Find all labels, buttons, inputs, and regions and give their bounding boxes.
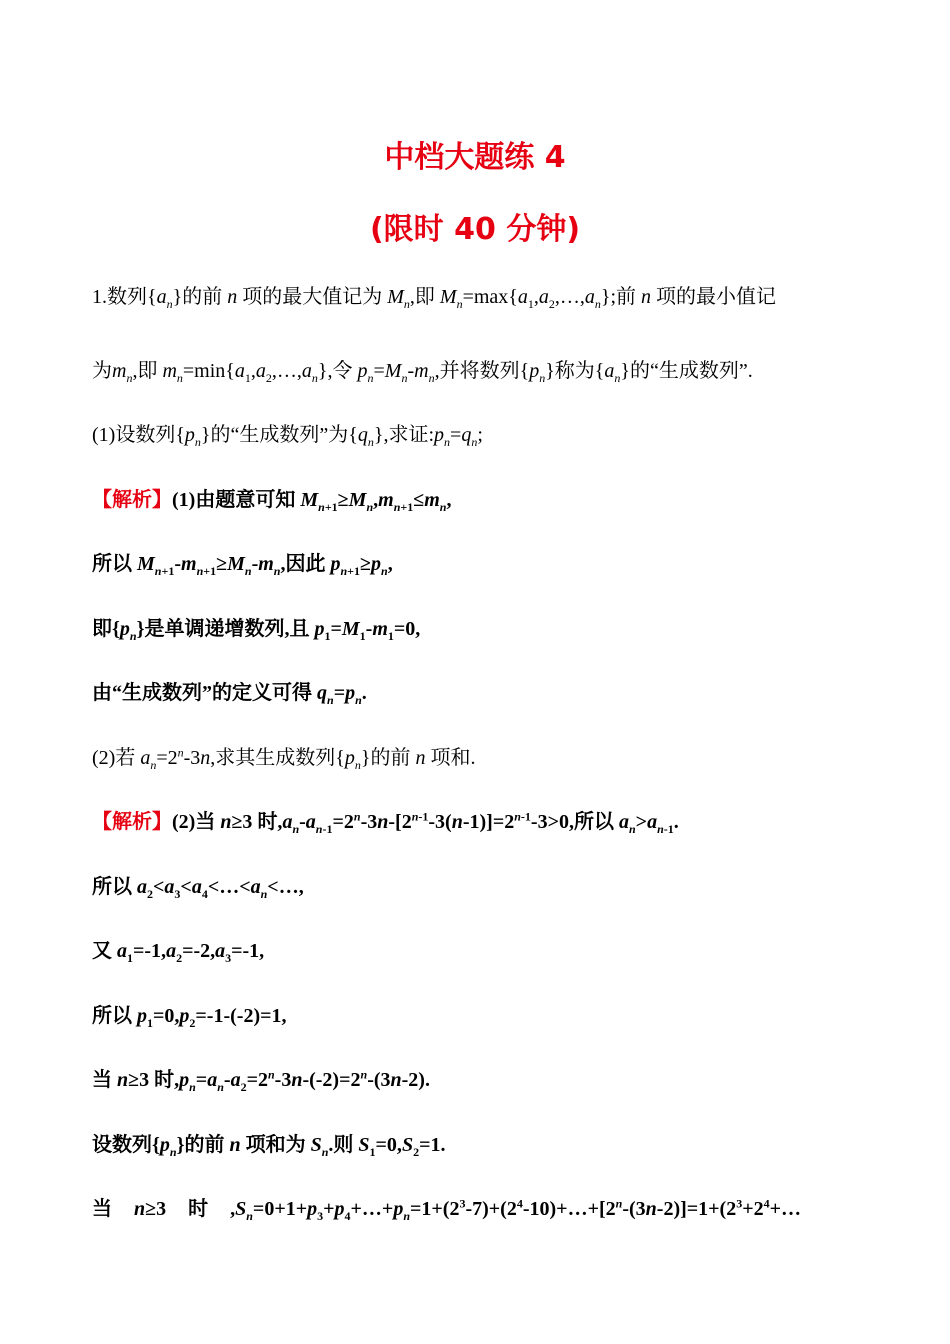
analysis-tag-2: 【解析】	[92, 811, 172, 833]
solution1-line-1: 【解析】(1)由题意可知 $M_{n+1}\ge M_n,m_{n+1}\le m_n$,	[92, 489, 452, 514]
solution2-line-7: 当 n≥3 时 $,S_n=0+1+p_3+p_4+\dots+p_n=1+(2^3-7)+(2^4-10)+\dots+[2^n-(3n-2)]=1+(2^3+2^4+\dots$	[92, 1196, 802, 1223]
solution2-line-5: 当 n≥3 时$,p_n=a_n-a_2=2^n-3n-(-2)=2^n-(3n-2)$.	[92, 1067, 430, 1094]
problem-line-1: 1.数列$\{a_n\}$的前 n 项的最大值记为 $M_n$,即 $M_n=\max\{a_1,a_2,\dots,a_n\}$;前 n 项的最小值记	[92, 286, 777, 311]
solution2-line-6: 设数列$\{p_n\}$的前 n 项和为 $S_n$.则 $S_1=0,S_2=1$.	[92, 1134, 446, 1159]
solution2-line-3: 又 $a_1=-1,a_2=-2,a_3=-1$,	[92, 940, 265, 965]
analysis-tag: 【解析】	[92, 489, 172, 511]
solution2-line-1: 【解析】(2)当 n≥3 时$,a_n-a_{n-1}=2^n-3n-[2^{n-1}-3(n-1)]=2^{n-1}-3>0$,所以 $a_n>a_{n-1}$.	[92, 809, 679, 836]
page-subtitle: (限时 40 分钟)	[369, 212, 581, 247]
page-title: 中档大题练 4	[384, 140, 566, 175]
problem-line-2: 为$m_n$,即 $m_n=\min\{a_1,a_2,\dots,a_n\}$,令 $p_n=M_n-m_n$,并将数列$\{p_n\}$称为$\{a_n\}$的“生成数列”.	[92, 360, 753, 385]
solution2-line-4: 所以 $p_1=0,p_2=-1-(-2)=1$,	[92, 1005, 287, 1030]
solution2-line-2: 所以 $a_2<a_3<a_4<\dots<a_n<\dots$,	[92, 876, 304, 901]
question-part-1: (1)设数列$\{p_n\}$的“生成数列”为$\{q_n\}$,求证$:p_n=q_n$;	[92, 424, 483, 449]
solution1-line-2: 所以 $M_{n+1}-m_{n+1}\ge M_n-m_n$,因此 $p_{n+1}\ge p_n$,	[92, 553, 393, 578]
solution1-line-3: 即$\{p_n\}$是单调递增数列,且 $p_1=M_1-m_1=0$,	[92, 618, 421, 643]
solution1-line-4: 由“生成数列”的定义可得 $q_n=p_n$.	[92, 682, 367, 707]
question-part-2: (2)若 $a_n=2^n-3n$,求其生成数列$\{p_n\}$的前 n 项和.	[92, 745, 476, 772]
